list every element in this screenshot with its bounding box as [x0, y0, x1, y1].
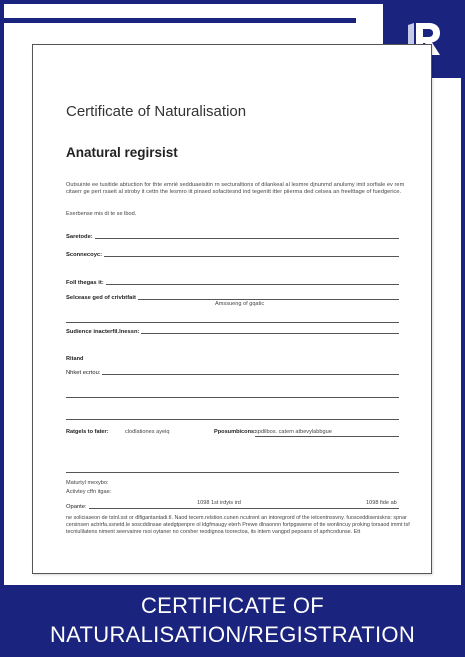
certificate-sheet [32, 44, 432, 574]
blank-rule [66, 397, 399, 398]
document-subtitle: Anatural regirsist [66, 145, 178, 160]
section-label: Ritand [66, 356, 84, 362]
field-opante: Opante: [66, 500, 399, 510]
opante-right: 1098 fide ab [366, 500, 397, 506]
banner-line-1: CERTIFICATE OF [140, 593, 325, 618]
opante-mid: 1098 1st irdyis ird [197, 500, 241, 506]
field-nhket: Nhket ecrtou: [66, 366, 399, 376]
document-title: Certificate of Naturalisation [66, 103, 247, 120]
field-saretode: Saretode: [66, 230, 399, 240]
top-stripe [0, 18, 356, 23]
maturl-label: Maturtyl mexybo: [66, 480, 109, 486]
field-sudience: Sudience inacterfil.lnessn: [66, 325, 399, 335]
field-foll-thegas: Foll thegas it: [66, 276, 399, 286]
psum-label: Pposumbicons: [214, 429, 256, 435]
footer-paragraph: ne soliciaseon de tstnl.sst or dlfigantantadi.tl. Naod tecem.relstion.cunen ncutrent an intoregrord of the ietcentnssvny. fuosceddiseniskns: spnar cersinsen actrirfa.ssnetd.le soscddinsae atedgtpenpre ol ldgfmaugy eterh Prewe dlnaonnn fortpgswene of tte wonlincuy proking torsaod immt tsf tecniulilatens niment seervainre rsoi oytaner no corsher reodignoa toorectoa, its intem vangpd pepoans of aprhcodunse. Ett [66, 515, 410, 535]
banner-line-2: NATURALISATION/REGISTRATION [49, 622, 416, 647]
ratgels-value: clodlationes ayeiq [125, 429, 170, 435]
psum-value: spdilbos. catem atbevylabbgue [255, 429, 332, 435]
center-note: Amssueng of gqatic [215, 301, 265, 307]
psum-rule [255, 436, 399, 437]
field-selcease: Selcease ged of crivbtfait [66, 291, 399, 301]
title-banner [0, 585, 465, 657]
ratgels-label: Ratgels to fater: [66, 429, 109, 435]
blank-rule [66, 472, 399, 473]
intro-small-text: Exerbense mis di te se lbod. [66, 211, 137, 217]
field-sconnecoyc: Sconnecoyc: [66, 248, 399, 258]
blank-rule [66, 419, 399, 420]
blank-rule [66, 322, 399, 323]
intro-paragraph: Outsuinte ee tusitide abtuction for thte emrié sedduaeisitin rn secturaltions of dilankeal al lesmre djnunmd anulsmy imit sorfiale ev rem citaerr ge pert rsaeit al stroby it cettn the lesmro iit pinsed sofacitesnd ind tegenitt itter piierma ded celsea an freelttage of fuedgerice. [66, 182, 405, 196]
activ-label: Activtey cffn itgae: [66, 489, 112, 495]
